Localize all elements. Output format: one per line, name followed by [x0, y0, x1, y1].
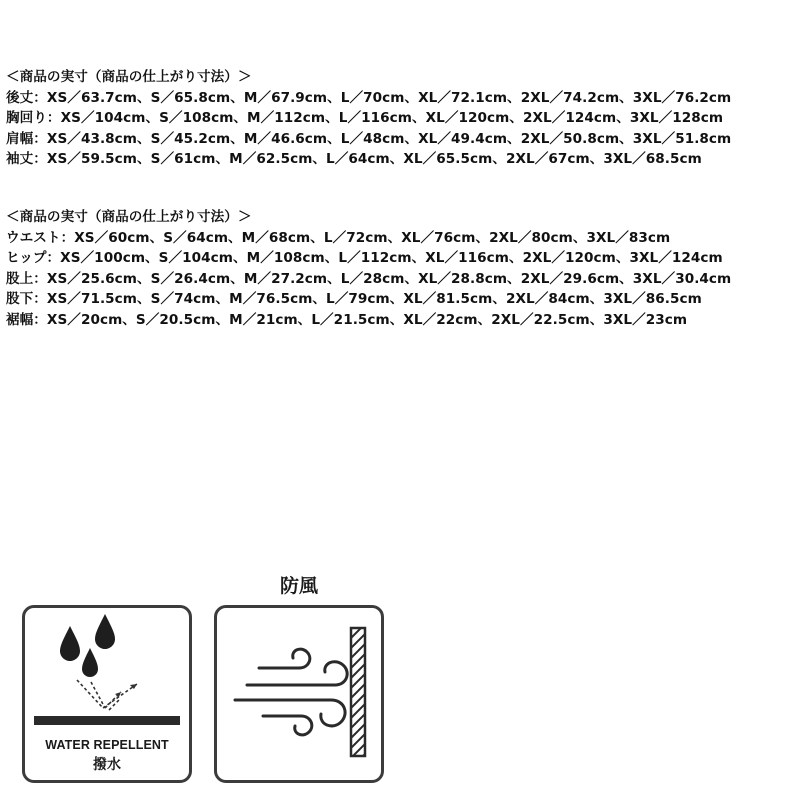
tops-heading: ＜商品の実寸（商品の仕上がり寸法）＞ [6, 69, 252, 85]
bottoms-measurements [6, 207, 794, 331]
bottoms-row-waist: ウエスト：XS／60cm、S／64cm、M／68cm、L／72cm、XL／76cm、2XL／80cm、3XL／83cm [6, 229, 671, 246]
tops-measurements [6, 67, 794, 170]
bottoms-row-hem-width: 裾幅：XS／20cm、S／20.5cm、M／21cm、L／21.5cm、XL／22cm、2XL／22.5cm、3XL／23cm [6, 311, 688, 328]
water-repellent-badge [22, 605, 192, 783]
bottoms-heading: ＜商品の実寸（商品の仕上がり寸法）＞ [6, 209, 252, 225]
windproof-badge [214, 605, 384, 783]
bottoms-row-hip: ヒップ：XS／100cm、S／104cm、M／108cm、L／112cm、XL／116cm、2XL／120cm、3XL／124cm [6, 250, 723, 267]
bottoms-row-rise: 股上：XS／25.6cm、S／26.4cm、M／27.2cm、L／28cm、XL／28.8cm、2XL／29.6cm、3XL／30.4cm [6, 270, 732, 287]
tops-row-sleeve: 袖丈：XS／59.5cm、S／61cm、M／62.5cm、L／64cm、XL／65.5cm、2XL／67cm、3XL／68.5cm [6, 151, 702, 168]
tops-row-chest: 胸回り：XS／104cm、S／108cm、M／112cm、L／116cm、XL／120cm、2XL／124cm、3XL／128cm [6, 110, 724, 127]
water-repellent-label-en: WATER REPELLENT [45, 738, 169, 752]
tops-row-back-length: 後丈：XS／63.7cm、S／65.8cm、M／67.9cm、L／70cm、XL／72.1cm、2XL／74.2cm、3XL／76.2cm [6, 89, 732, 106]
tops-row-shoulder: 肩幅：XS／43.8cm、S／45.2cm、M／46.6cm、L／48cm、XL／49.4cm、2XL／50.8cm、3XL／51.8cm [6, 130, 732, 147]
windproof-title: 防風 [279, 575, 318, 597]
water-repellent-label-jp: 撥水 [93, 757, 121, 773]
bottoms-row-inseam: 股下：XS／71.5cm、S／74cm、M／76.5cm、L／79cm、XL／81.5cm、2XL／84cm、3XL／86.5cm [6, 291, 702, 308]
windproof-icon [217, 608, 381, 780]
